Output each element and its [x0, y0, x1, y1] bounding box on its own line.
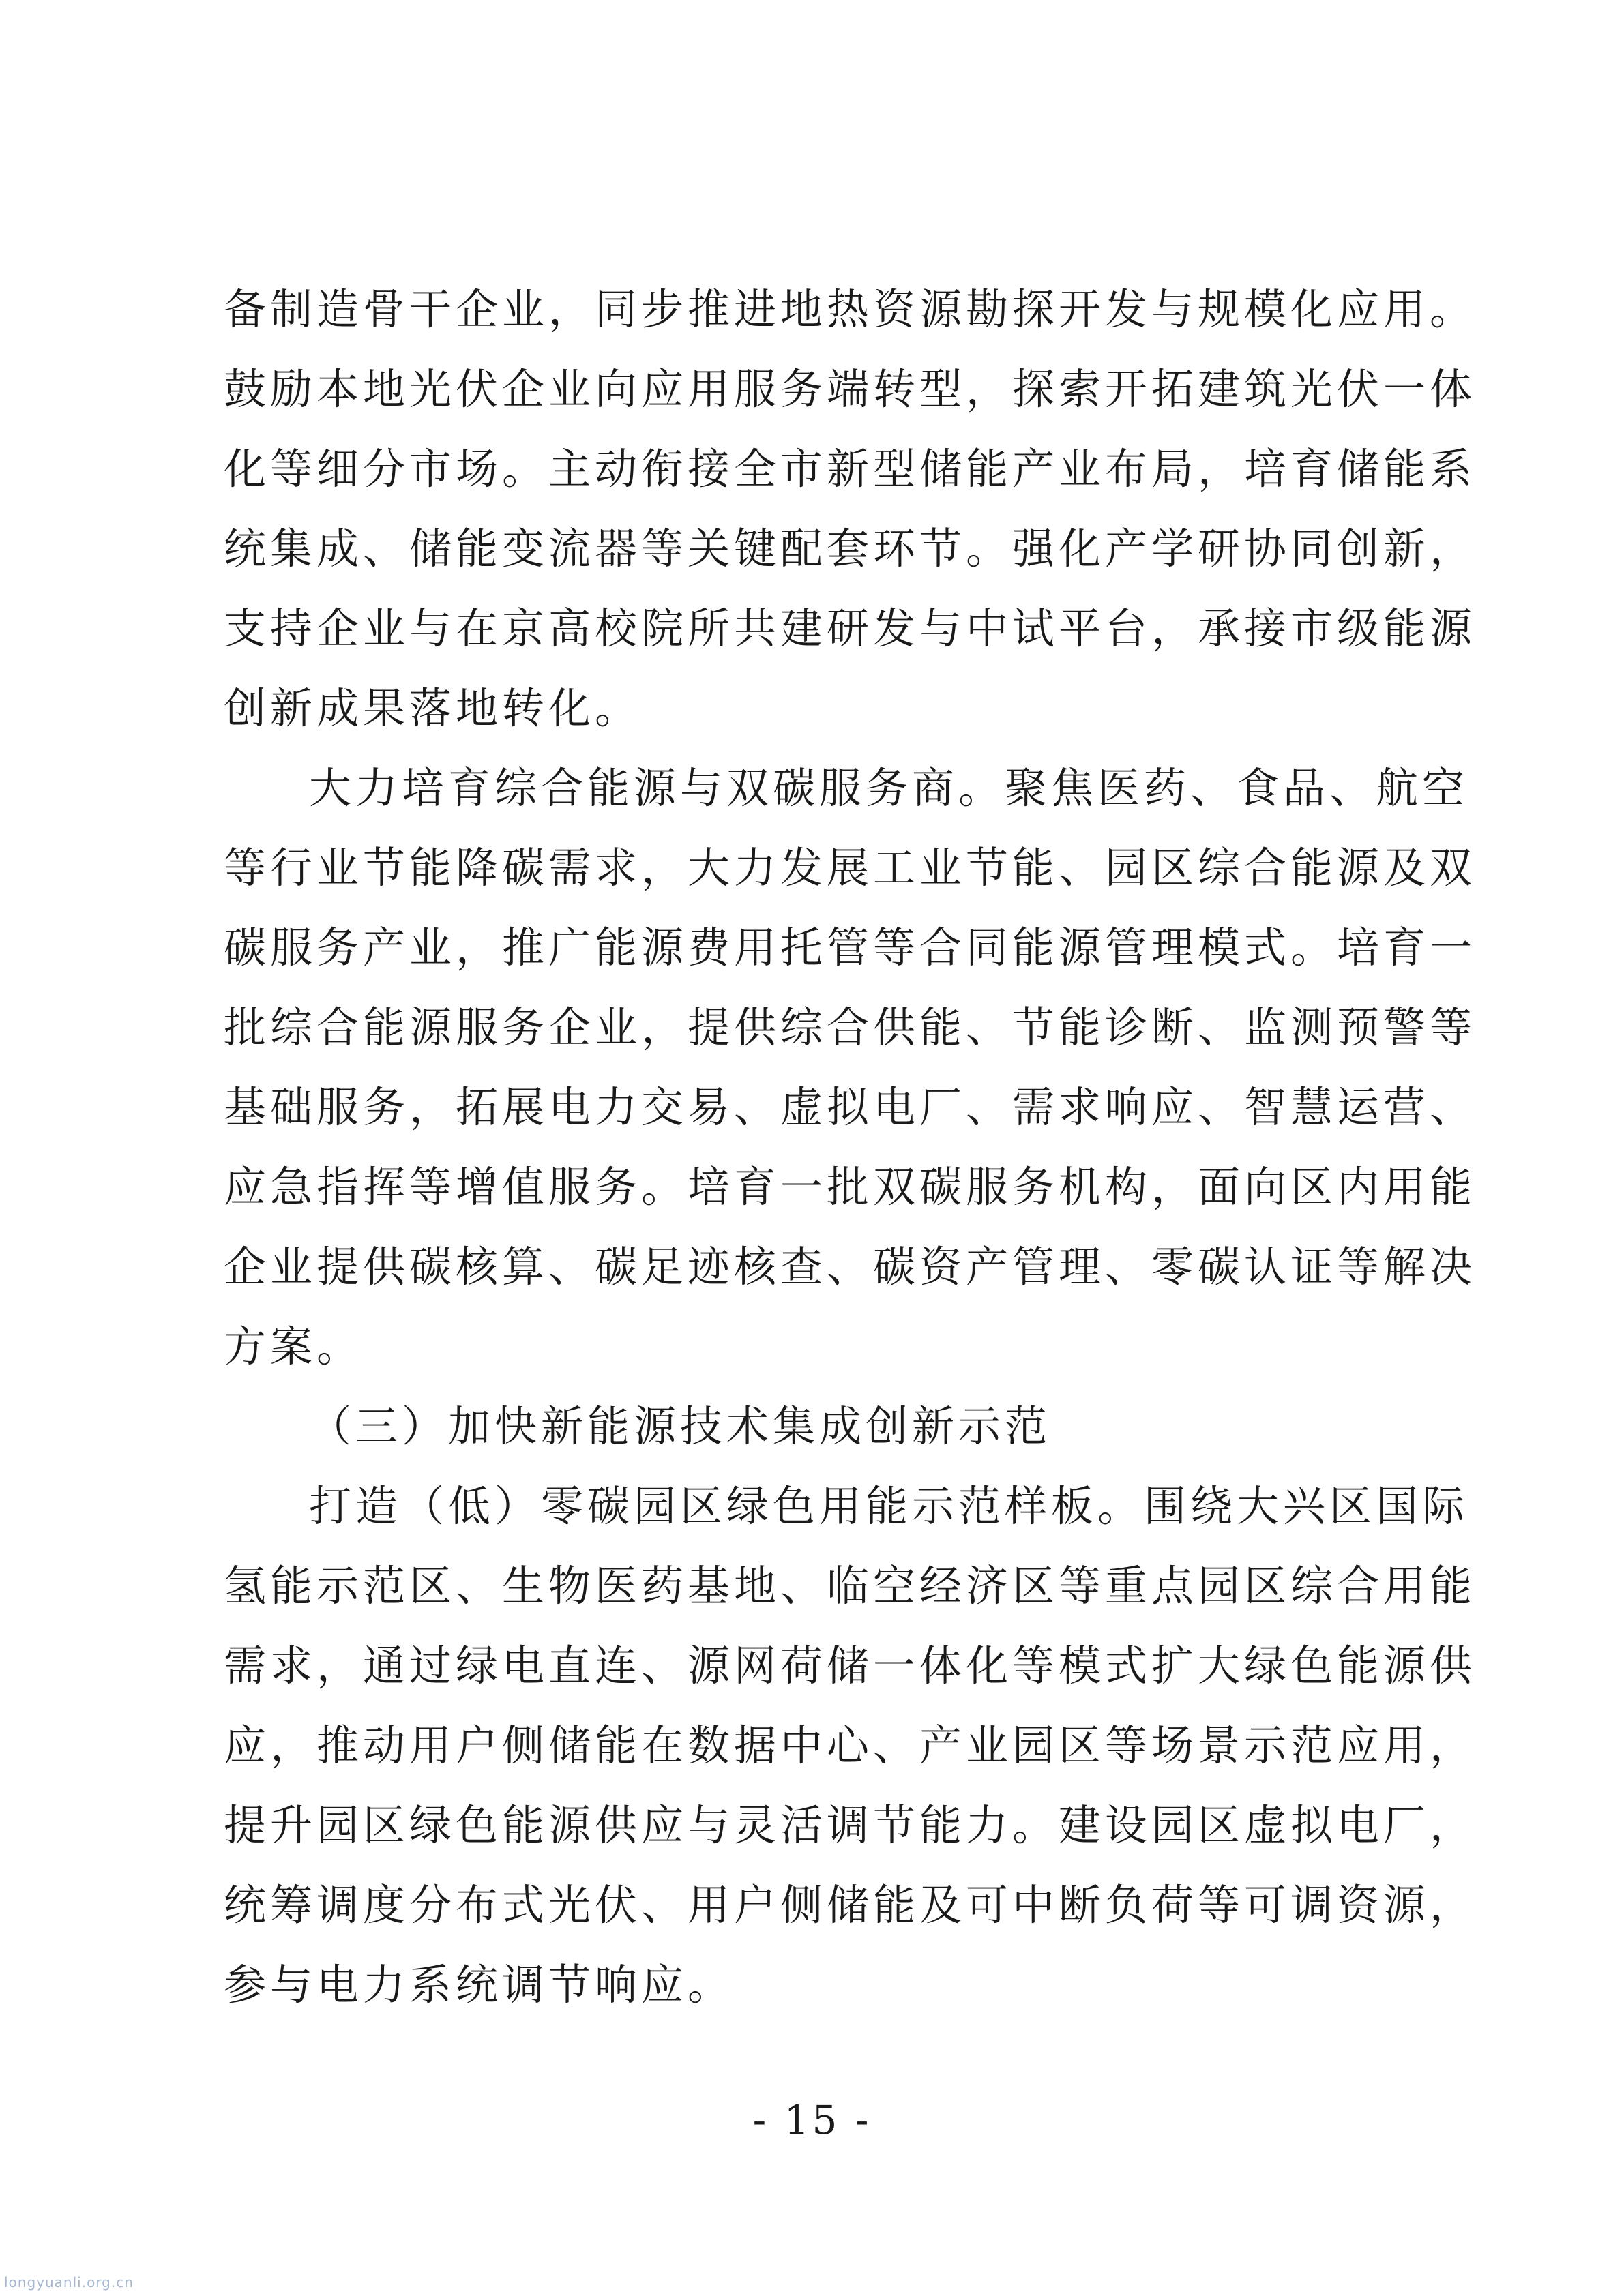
paragraph-line: 应急指挥等增值服务。培育一批双碳服务机构，面向区内用能 — [224, 1162, 1477, 1212]
page-number: - 15 - — [752, 2097, 872, 2143]
paragraph-first-line: 大力培育综合能源与双碳服务商。聚焦医药、食品、航空 — [309, 763, 1469, 813]
paragraph-first-line: 打造（低）零碳园区绿色用能示范样板。围绕大兴区国际 — [309, 1481, 1469, 1531]
document-body — [224, 269, 1477, 2025]
section-heading: （三）加快新能源技术集成创新示范 — [309, 1401, 1052, 1451]
paragraph-line: 碳服务产业，推广能源费用托管等合同能源管理模式。培育一 — [224, 923, 1477, 972]
paragraph-line: 企业提供碳核算、碳足迹核查、碳资产管理、零碳认证等解决 — [224, 1242, 1477, 1292]
paragraph-line: 基础服务，拓展电力交易、虚拟电厂、需求响应、智慧运营、 — [224, 1082, 1477, 1132]
paragraph-line: 提升园区绿色能源供应与灵活调节能力。建设园区虚拟电厂， — [224, 1800, 1477, 1850]
paragraph-line: 创新成果落地转化。 — [224, 683, 642, 733]
paragraph-line: 方案。 — [224, 1322, 364, 1371]
paragraph-line: 需求，通过绿电直连、源网荷储一体化等模式扩大绿色能源供 — [224, 1641, 1477, 1690]
paragraph-line: 批综合能源服务企业，提供综合供能、节能诊断、监测预警等 — [224, 1002, 1477, 1052]
paragraph-line: 氢能示范区、生物医药基地、临空经济区等重点园区综合用能 — [224, 1561, 1477, 1611]
paragraph-line: 支持企业与在京高校院所共建研发与中试平台，承接市级能源 — [224, 603, 1477, 653]
paragraph-line: 等行业节能降碳需求，大力发展工业节能、园区综合能源及双 — [224, 843, 1477, 893]
paragraph-line: 应，推动用户侧储能在数据中心、产业园区等场景示范应用， — [224, 1720, 1477, 1770]
paragraph-line: 统集成、储能变流器等关键配套环节。强化产学研协同创新， — [224, 524, 1477, 573]
paragraph-line: 统筹调度分布式光伏、用户侧储能及可中断负荷等可调资源， — [224, 1880, 1477, 1930]
paragraph-line: 鼓励本地光伏企业向应用服务端转型，探索开拓建筑光伏一体 — [224, 364, 1477, 414]
watermark: longyuanli.org.cn — [4, 2274, 134, 2291]
paragraph-line: 化等细分市场。主动衔接全市新型储能产业布局，培育储能系 — [224, 444, 1477, 494]
paragraph-line: 参与电力系统调节响应。 — [224, 1960, 735, 2010]
paragraph-line: 备制造骨干企业，同步推进地热资源勘探开发与规模化应用。 — [224, 284, 1477, 334]
